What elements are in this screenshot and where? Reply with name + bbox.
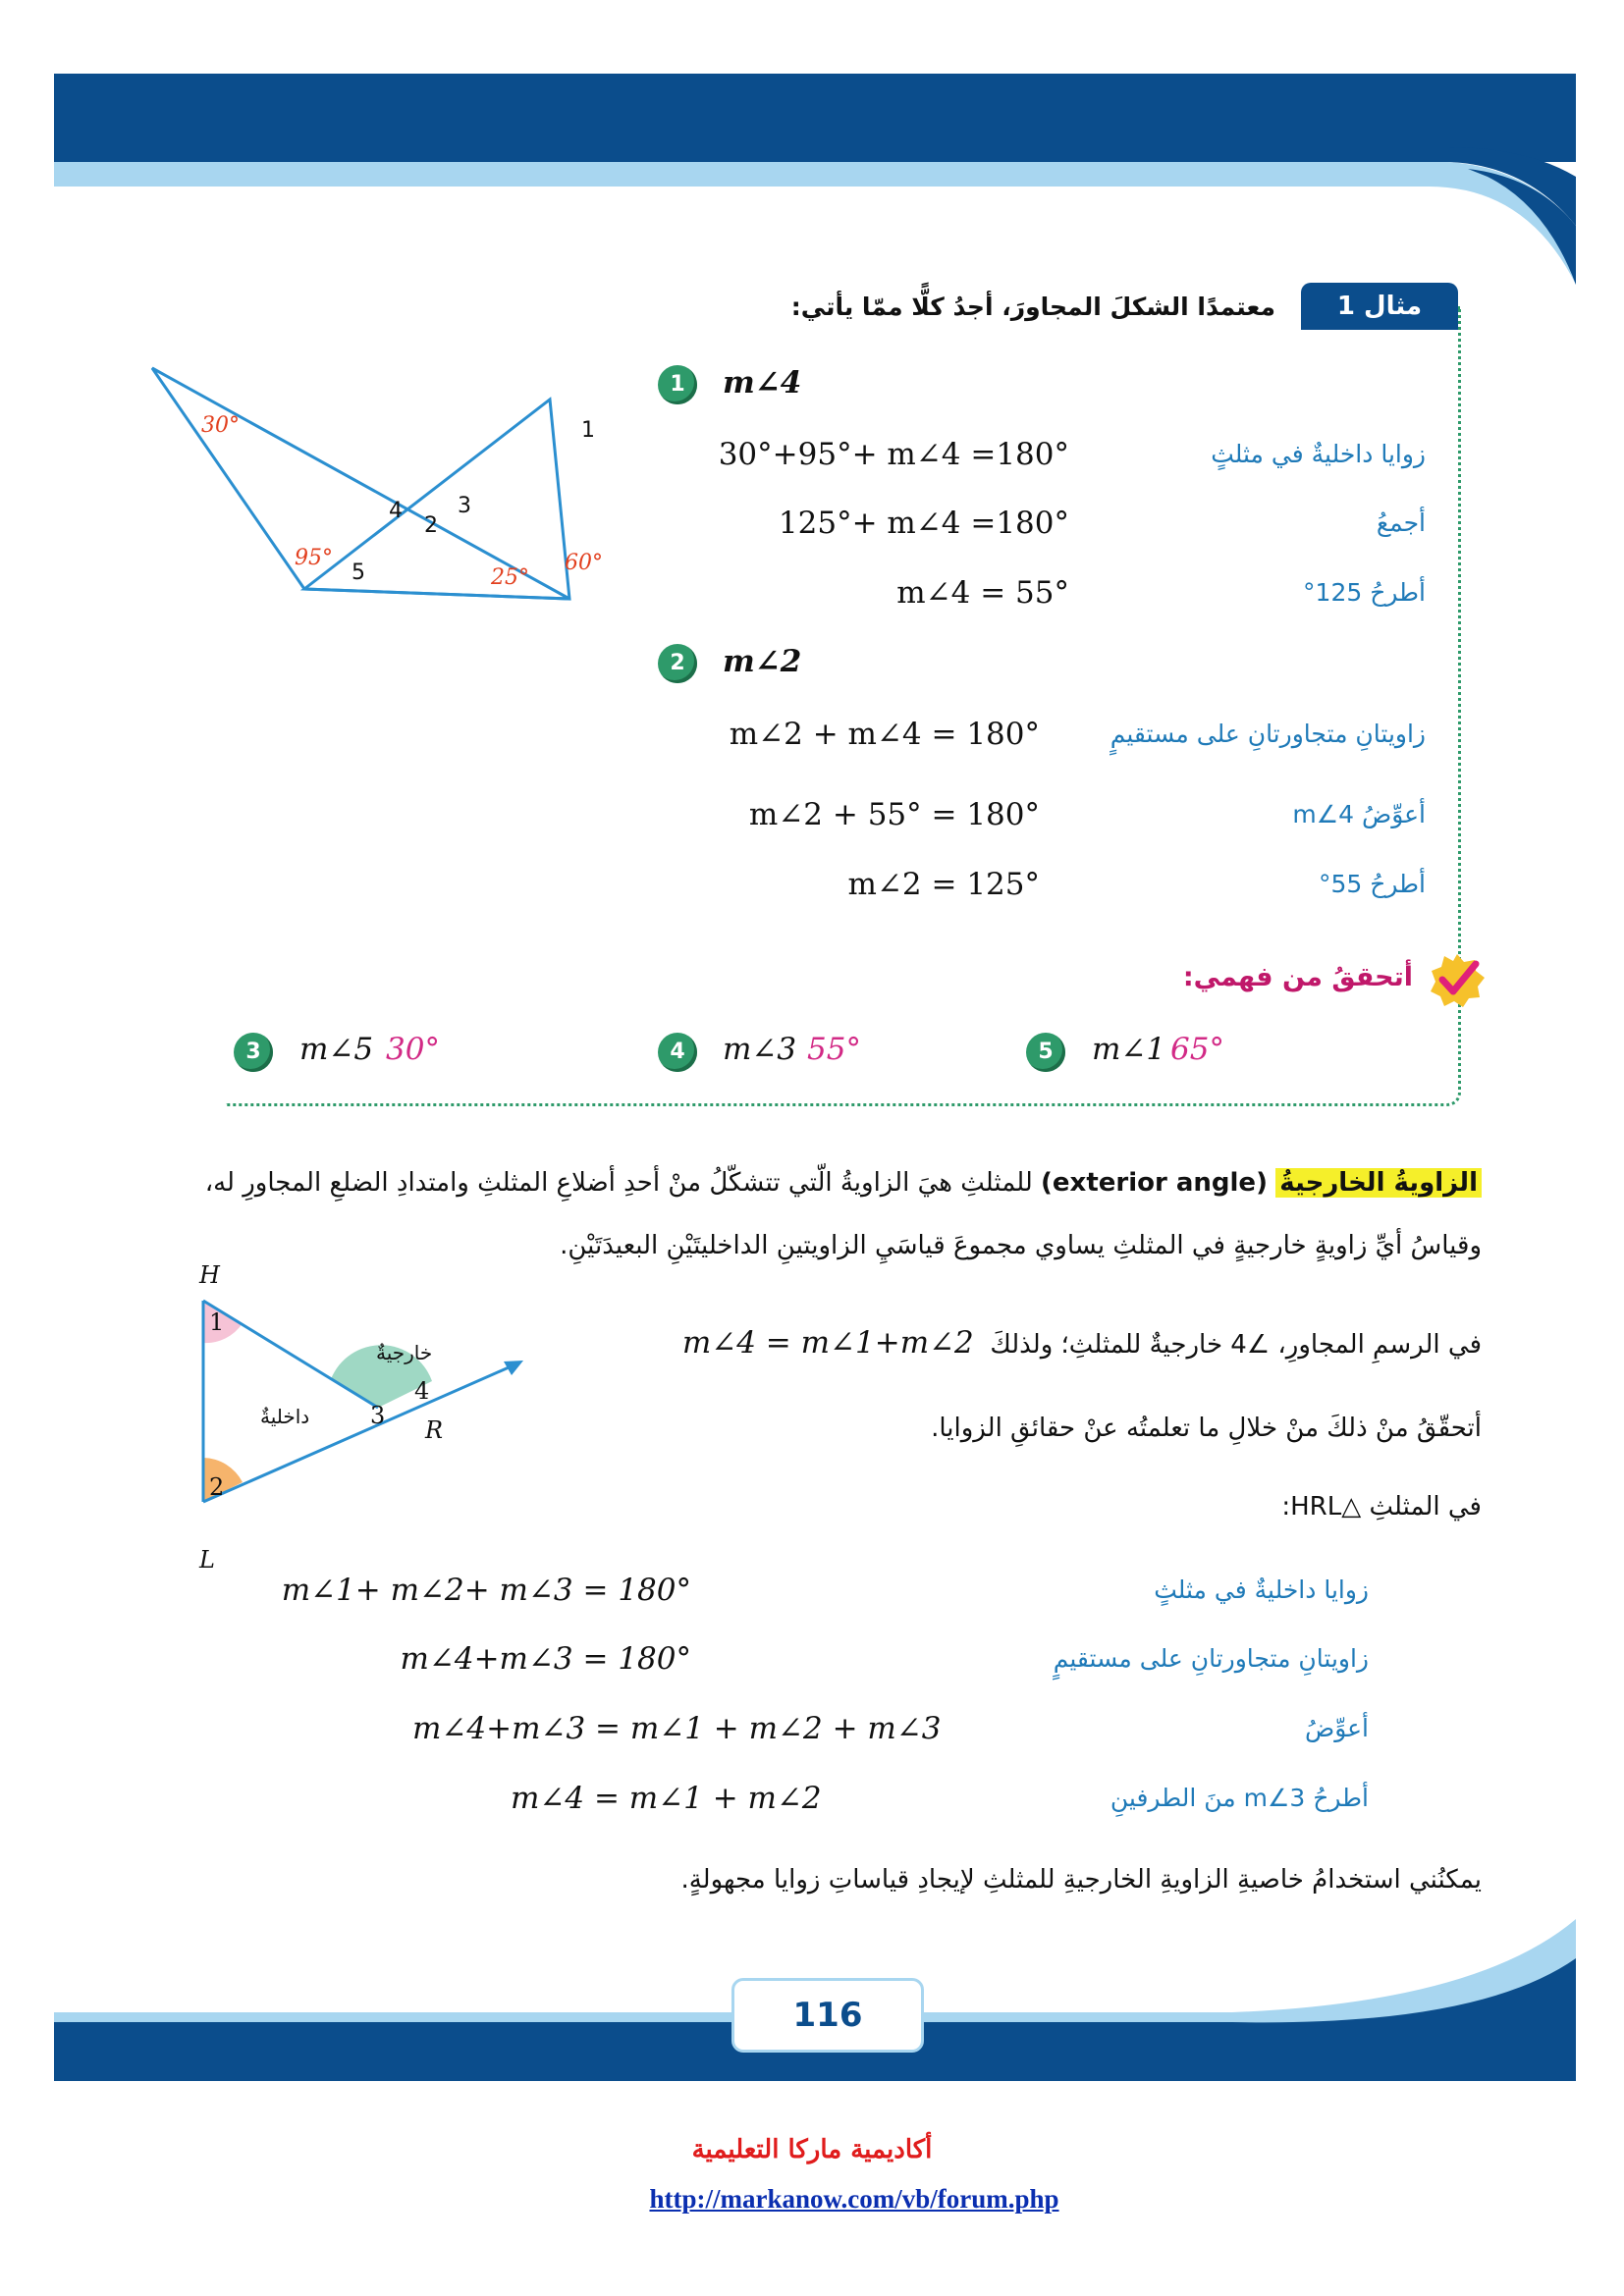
figure-text-words: في الرسمِ المجاورِ، ∠4 خارجيةٌ للمثلثِ؛ ولذلكَ [990,1330,1482,1360]
definition-line-1 [205,1168,1482,1198]
figure-text [682,1325,1482,1361]
check-item-5-answer: 65° [1170,1032,1224,1067]
part-1-step-3-reason: أطرحُ 125° [1303,578,1426,607]
proof-step-2-eq: m∠4+m∠3 = 180° [400,1641,691,1677]
page-number-box: 116 [731,1978,924,2053]
angle-4: 4 [414,1377,430,1405]
part-1-badge: 1 [658,365,697,404]
proof-step-3-reason: أعوِّضُ [1304,1714,1369,1742]
proof-step-3-eq: m∠4+m∠3 = m∠1 + m∠2 + m∠3 [412,1711,942,1746]
part-1-step-3-eq: m∠4 = 55° [896,575,1069,611]
proof-step-1-eq: m∠1+ m∠2+ m∠3 = 180° [281,1573,691,1608]
vertex-R: R [425,1416,444,1444]
part-1-step-2-eq: 125°+ m∠4 =180° [778,506,1069,541]
check-item-3-answer: 30° [386,1032,440,1067]
angle-num-3: 3 [458,494,471,518]
part-2-step-1-eq: m∠2 + m∠4 = 180° [729,717,1040,752]
right-triangle [304,400,569,599]
example-tag: مثال 1 [1301,283,1458,330]
proof-step-2-reason: زاويتانِ متجاورتانِ على مستقيمٍ [1053,1644,1369,1673]
proof-step-4-eq: m∠4 = m∠1 + m∠2 [511,1781,822,1816]
angle-num-5: 5 [352,561,365,585]
inside-label: داخليةٌ [260,1405,310,1428]
check-item-5-expr: m∠1 [1092,1032,1166,1067]
proof-step-4-reason: أطرحُ m∠3 منَ الطرفينِ [1110,1784,1369,1812]
part-1-step-1-eq: 30°+95°+ m∠4 =180° [718,437,1069,472]
check-item-4-expr: m∠3 [723,1032,797,1067]
angle-label-60: 60° [565,551,603,575]
angle-label-25: 25° [491,565,529,590]
in-triangle-text: في المثلثِ △HRL: [1281,1492,1482,1522]
part-1-title: m∠4 [723,365,802,400]
check-item-3-expr: m∠5 [299,1032,374,1067]
part-2-title: m∠2 [723,644,802,679]
verify-text: أتحقّقُ منْ ذلكَ منْ خلالِ ما تعلمتُه عنْ حقائقِ الزوايا. [931,1414,1482,1443]
angle-1: 1 [209,1308,225,1336]
check-item-5-badge: 5 [1026,1033,1065,1072]
part-2-step-2-eq: m∠2 + 55° = 180° [748,797,1040,832]
definition-line-2: وقياسُ أيِّ زاويةٍ خارجيةٍ في المثلثِ يساوي مجموعَ قياسَيِ الزاويتينِ الداخليتَيْنِ البعيدَتَيْنِ. [560,1231,1482,1260]
angle-num-4: 4 [389,499,403,523]
vertex-H: H [199,1261,220,1289]
check-title: أتحققُ من فهمي: [1182,962,1413,992]
example-triangles-figure [147,358,619,614]
academy-name: أكاديمية ماركا التعليمية [691,2135,933,2164]
part-2-step-3-reason: أطرحُ 55° [1318,870,1426,898]
part-2-badge: 2 [658,644,697,683]
conclusion-text: يمكنُني استخدامُ خاصيةِ الزاويةِ الخارجيةِ للمثلثِ لإيجادِ قياساتِ زوايا مجهولةٍ. [680,1865,1482,1895]
vertex-L: L [199,1546,215,1574]
angle-num-2: 2 [424,513,438,538]
definition-line-1-rest: للمثلثِ هيَ الزاويةُ الّتي تتشكّلُ منْ أحدِ أضلاعِ المثلثِ وامتدادِ الضلعِ المجاورِ له، [204,1168,1033,1198]
part-2-step-3-eq: m∠2 = 125° [847,867,1040,902]
outside-label: خارجيةٌ [376,1341,433,1364]
check-item-4-answer: 55° [807,1032,861,1067]
angle-2: 2 [209,1473,225,1501]
definition-term-en: (exterior angle) [1041,1168,1268,1198]
check-item-4-badge: 4 [658,1033,697,1072]
angle-label-95: 95° [295,546,333,570]
angle-label-30: 30° [201,413,240,438]
angle-3: 3 [370,1402,386,1429]
part-2-step-1-reason: زاويتانِ متجاورتانِ على مستقيمٍ [1110,720,1426,748]
check-badge-icon [1429,952,1486,1009]
exterior-angle-figure [191,1261,545,1585]
definition-term: الزاويةُ الخارجيةُ [1275,1168,1482,1198]
header-wave [54,147,1576,294]
angle-num-1: 1 [581,418,595,443]
figure-equation: m∠4 = m∠1+m∠2 [681,1325,974,1361]
part-2-step-2-reason: أعوِّضُ m∠4 [1292,800,1426,828]
check-item-3-badge: 3 [234,1033,273,1072]
example-instruction: معتمدًا الشكلَ المجاورَ، أجدُ كلًّا ممّا يأتي: [790,293,1275,321]
proof-step-1-reason: زوايا داخليةٌ في مثلثٍ [1154,1575,1369,1604]
part-1-step-1-reason: زوايا داخليةٌ في مثلثٍ [1211,440,1426,468]
part-1-step-2-reason: أجمعُ [1376,508,1426,537]
footer-link[interactable]: http://markanow.com/vb/forum.php [649,2184,1059,2214]
